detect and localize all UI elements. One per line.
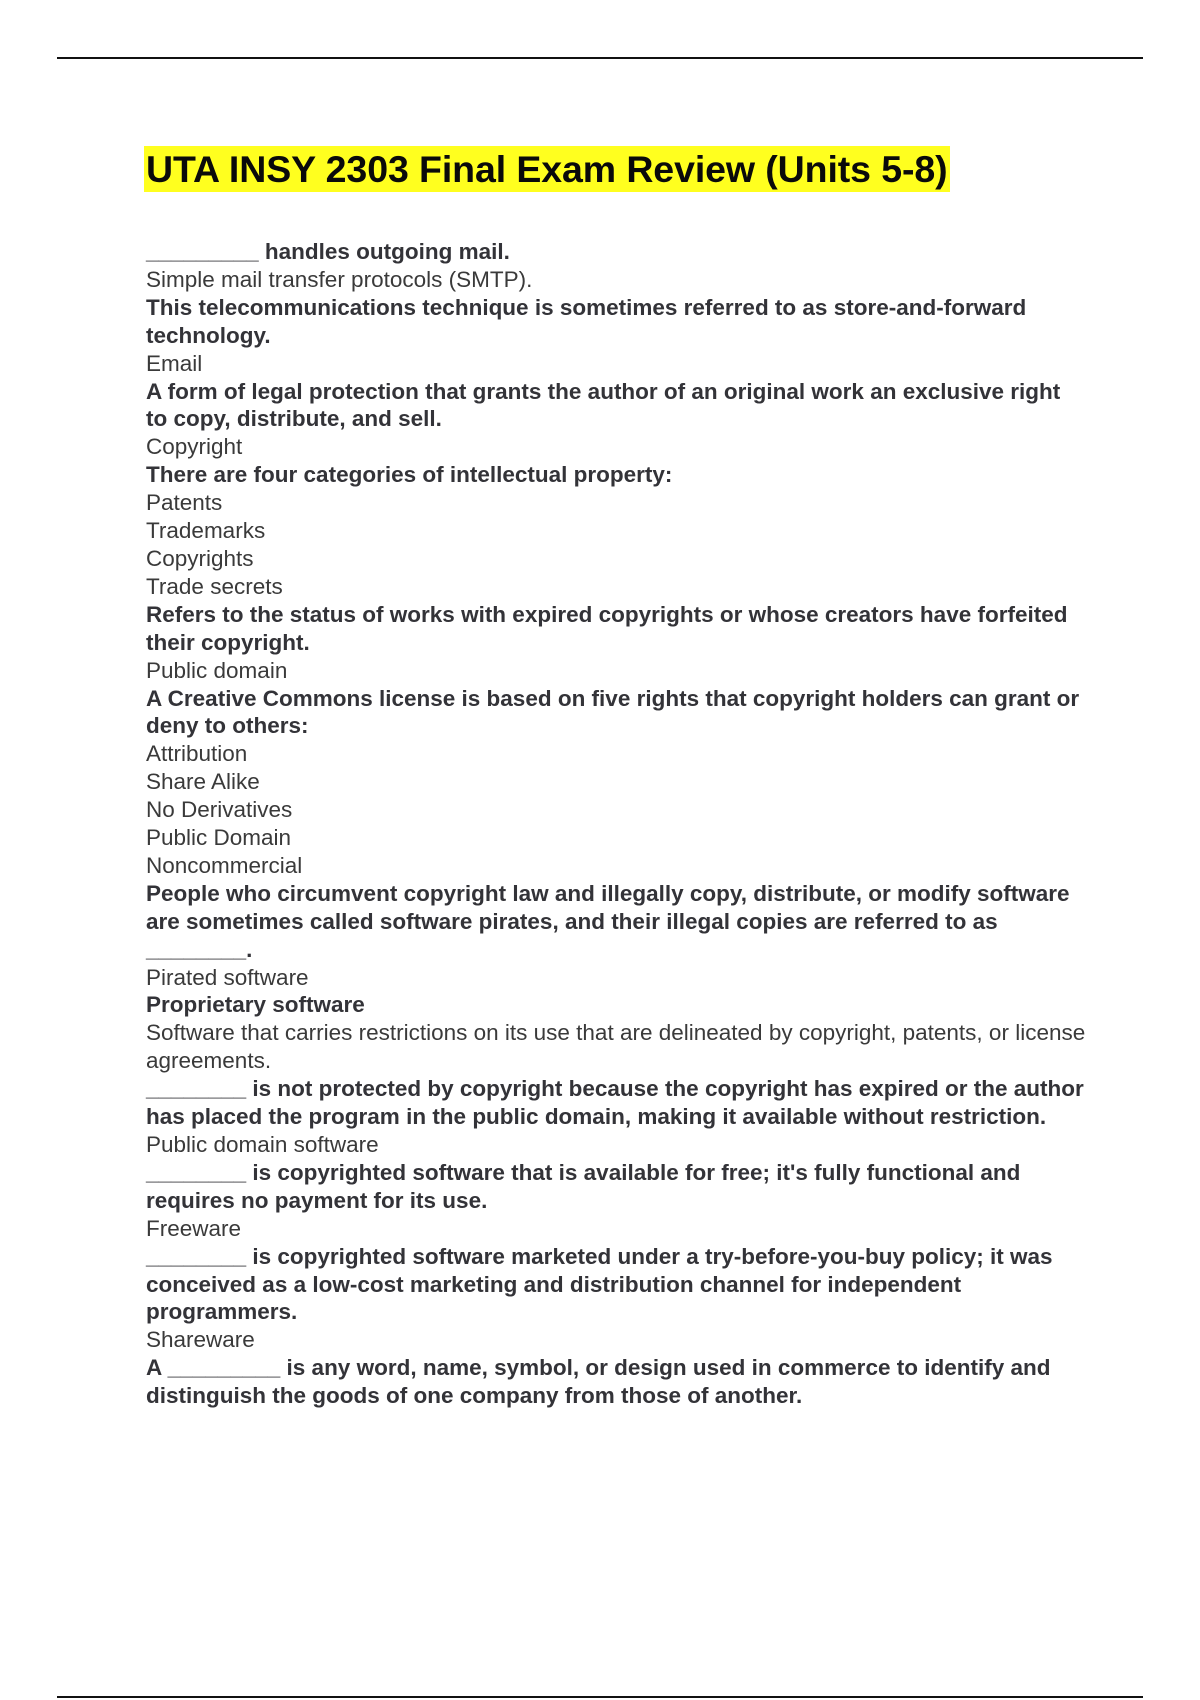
- question: A Creative Commons license is based on five rights that copyright holders can grant or deny to others:: [146, 685, 1086, 739]
- top-divider: [57, 57, 1143, 59]
- question: ________ is not protected by copyright because the copyright has expired or the author has placed the program in the public domain, making it available without restriction.: [146, 1076, 1091, 1130]
- qa-entry: [146, 1243, 1086, 1355]
- answer: Patents: [146, 490, 223, 516]
- question: This telecommunications technique is sometimes referred to as store-and-forward technology.: [146, 294, 1033, 348]
- answer: Email: [146, 350, 203, 376]
- qa-entry: [146, 991, 1092, 1075]
- answer: Trade secrets: [146, 573, 283, 599]
- question: People who circumvent copyright law and illegally copy, distribute, or modify software are sometimes called software pirates, and their illegal copies are referred to as ________.: [146, 880, 1076, 962]
- answer: Copyrights: [146, 545, 254, 571]
- question: ________ is copyrighted software that is available for free; it's fully functional and requires no payment for its use.: [146, 1159, 1027, 1213]
- qa-entry: [146, 1354, 1086, 1410]
- question: _________ handles outgoing mail.: [146, 239, 510, 264]
- page-title: UTA INSY 2303 Final Exam Review (Units 5-8): [146, 148, 948, 190]
- answer: Freeware: [146, 1215, 242, 1241]
- qa-entry: [146, 294, 1086, 378]
- answer: No Derivatives: [146, 797, 293, 823]
- answer: Copyright: [146, 434, 243, 460]
- answer: Trademarks: [146, 518, 266, 544]
- qa-entry: [146, 1075, 1091, 1159]
- question: Refers to the status of works with expired copyrights or whose creators have forfeited their copyright.: [146, 601, 1074, 655]
- answer: Simple mail transfer protocols (SMTP).: [146, 266, 533, 292]
- question: ________ is copyrighted software marketed under a try-before-you-buy policy; it was conceived as a low-cost marketing and distribution channel for independent programmers.: [146, 1243, 1059, 1325]
- answer: Pirated software: [146, 964, 309, 990]
- answer: Public Domain: [146, 825, 292, 851]
- question: A form of legal protection that grants the author of an original work an exclusive right to copy, distribute, and sell.: [146, 378, 1067, 432]
- answer: Public domain: [146, 657, 288, 683]
- qa-entry: [146, 601, 1086, 685]
- answer: Software that carries restrictions on its use that are delineated by copyright, patents, or license agreements.: [146, 1020, 1092, 1074]
- answer: Noncommercial: [146, 852, 303, 878]
- answer: Public domain software: [146, 1132, 379, 1157]
- question: There are four categories of intellectual property:: [146, 462, 673, 488]
- qa-entry: [146, 378, 1086, 462]
- answer: Attribution: [146, 741, 248, 767]
- qa-entry: [146, 685, 1086, 880]
- review-content: [146, 238, 1092, 1410]
- bottom-divider: [57, 1696, 1143, 1698]
- qa-entry: [146, 880, 1086, 992]
- qa-entry: [146, 461, 1086, 601]
- answer: Share Alike: [146, 769, 260, 795]
- question: A _________ is any word, name, symbol, or design used in commerce to identify and distinguish the goods of one company from those of another.: [146, 1355, 1057, 1409]
- qa-entry: [146, 1159, 1086, 1243]
- title-block: [144, 146, 950, 192]
- question: Proprietary software: [146, 992, 365, 1018]
- answer: Shareware: [146, 1327, 255, 1353]
- qa-entry: [146, 238, 1086, 294]
